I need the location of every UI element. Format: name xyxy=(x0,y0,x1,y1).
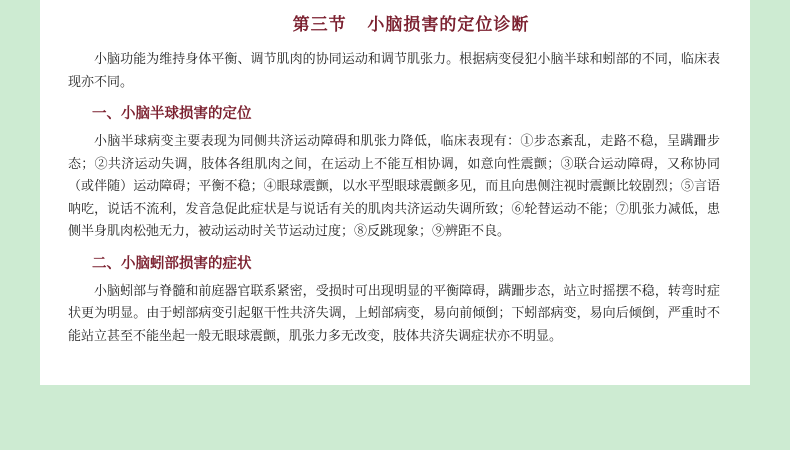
intro-paragraph: 小脑功能为维持身体平衡、调节肌肉的协同运动和调节肌张力。根据病变侵犯小脑半球和蚓部的不同，临床表现亦不同。 xyxy=(68,52,720,90)
hemisphere-paragraph: 小脑半球病变主要表现为同侧共济运动障碍和肌张力降低，临床表现有：①步态紊乱，走路不稳，呈蹒跚步态；②共济运动失调，肢体各组肌肉之间，在运动上不能互相协调，如意向性震颤；③联合运动障碍，又称协同（或伴随）运动障碍；平衡不稳；④眼球震颤，以水平型眼球震颤多见，而且向患侧注视时震颤比较剧烈；⑤言语呐吃，说话不流利，发音急促此症状是与说话有关的肌肉共济运动失调所致；⑥轮替运动不能；⑦肌张力减低，患侧半身肌肉松弛无力，被动运动时关节运动过度；⑧反跳现象；⑨辨距不良。 xyxy=(68,134,720,239)
document-page xyxy=(40,0,750,385)
vermis-paragraph: 小脑蚓部与脊髓和前庭器官联系紧密，受损时可出现明显的平衡障碍，蹒跚步态，站立时摇摆不稳，转弯时症状更为明显。由于蚓部病变引起躯干性共济失调，上蚓部病变，易向前倾倒；下蚓部病变，易向后倾倒，严重时不能站立甚至不能坐起一般无眼球震颤，肌张力多无改变，肢体共济失调症状亦不明显。 xyxy=(68,283,720,344)
subheading-hemisphere: 一、小脑半球损害的定位 xyxy=(92,106,252,122)
subheading-vermis: 二、小脑蚓部损害的症状 xyxy=(92,255,252,272)
section-title: 第三节 小脑损害的定位诊断 xyxy=(292,15,530,35)
